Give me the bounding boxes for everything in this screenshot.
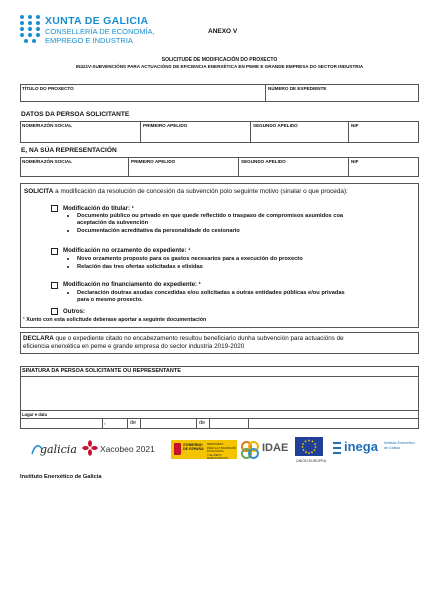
spain-government-logo: GOBIERNO DE ESPAÑA MINISTERIO PARA LA TRANSICIÓN ECOLÓGICA Y EL RETO DEMOGRÁFICO — [171, 440, 237, 459]
list-item: Declaración doutras axudas concedidas e/ou solicitadas a outras entidades públicas e/ou privadas — [77, 290, 345, 296]
applicant-name-label: NOME/RAZÓN SOCIAL — [22, 123, 73, 128]
project-title-field[interactable] — [22, 92, 263, 101]
inega-logo-icon — [332, 440, 342, 456]
representative-surname1-field[interactable] — [129, 165, 237, 176]
list-item: Relación das tres ofertas solicitadas e elixidas — [77, 264, 203, 270]
footer-text: Instituto Enerxético de Galicia — [20, 474, 102, 480]
option-other-label: Outros: — [63, 308, 86, 315]
representative-nif-label: NIF — [351, 159, 359, 164]
date-de-1: de — [130, 420, 137, 426]
option-modify-budget-label: Modificación no orzamento do expediente: ¹ — [63, 247, 191, 254]
signature-area[interactable] — [21, 377, 418, 408]
representative-surname2-label: SEGUNDO APELIDO — [241, 159, 286, 164]
applicant-nif-field[interactable] — [349, 130, 418, 142]
xacobeo-logo-text: Xacobeo 2021 — [100, 444, 155, 454]
annex-label: ANEXO V — [208, 28, 238, 35]
applicant-surname2-field[interactable] — [251, 130, 347, 142]
signature-section-title: SINATURA DA PERSOA SOLICITANTE OU REPRESENTANTE — [22, 368, 181, 374]
inega-logo-text: inega — [344, 439, 378, 454]
year-field[interactable] — [211, 419, 247, 428]
day-field[interactable] — [108, 419, 126, 428]
place-date-label: Lugar e data — [22, 412, 47, 417]
date-comma: , — [104, 420, 106, 426]
representative-surname2-field[interactable] — [239, 165, 347, 176]
galicia-logo-text: galicia — [40, 443, 77, 456]
eu-label: UNIÓN EUROPEA — [296, 459, 327, 463]
list-item: Documentación acreditativa da personalidade do cesionario — [77, 228, 240, 234]
list-item: Novo orzamento proposto para os gastos necesarios para a execución do proxecto — [77, 256, 303, 262]
request-lead: SOLICITA a modificación da resolución de concesión da subvención polo seguinte motivo (sinalar o que proceda): — [24, 188, 348, 195]
list-item: aceptación da subvención — [77, 220, 149, 226]
list-item: Documento público ou privado en que quede reflectido o traspaso de compromisos asumidos coa — [77, 213, 344, 219]
bullet — [67, 292, 69, 294]
representative-surname1-label: PRIMEIRO APELIDO — [131, 159, 176, 164]
month-field[interactable] — [142, 419, 194, 428]
inega-subtitle: Instituto Enerxético de Galicia — [384, 441, 415, 450]
applicant-section-title: DATOS DA PERSOA SOLICITANTE — [21, 111, 130, 118]
bullet — [67, 266, 69, 268]
declaration-text: DECLARA que o expediente citado no encabezamento resultou beneficiario dunha subvención para actuacións de eficiencia enerxética en peme e grande empresa do sector industria 2019-2020 — [23, 335, 344, 350]
checkbox-other[interactable] — [51, 308, 58, 315]
eu-flag-icon — [295, 437, 323, 456]
logo-strip — [0, 432, 439, 472]
bullet — [67, 215, 69, 217]
document-code: IN421V-SUBVENCIÓNS PARA ACTUACIÓNS DE EFICIENCIA ENERXÉTICA EN PEME E GRANDE EMPRESA DO SECTOR INDUSTRIA — [75, 64, 364, 69]
project-title-label: TÍTULO DO PROXECTO — [22, 86, 74, 91]
applicant-nif-label: NIF — [351, 123, 359, 128]
representative-section-title: E, NA SÚA REPRESENTACIÓN — [21, 147, 117, 154]
xacobeo-logo-icon — [82, 440, 98, 456]
option-modify-financing-label: Modificación no financiamento do expediente: ¹ — [63, 281, 201, 288]
representative-name-field[interactable] — [21, 165, 127, 176]
xunta-logo-icon — [20, 15, 40, 43]
applicant-surname1-field[interactable] — [141, 130, 249, 142]
org-department: CONSELLERÍA DE ECONOMÍA, EMPREGO E INDUSTRIA — [45, 27, 155, 45]
representative-nif-field[interactable] — [349, 165, 418, 176]
bullet — [67, 230, 69, 232]
project-number-field[interactable] — [268, 92, 417, 101]
representative-name-label: NOME/RAZÓN SOCIAL — [22, 159, 73, 164]
checkbox-modify-financing[interactable] — [51, 282, 58, 289]
idae-logo-icon — [240, 440, 260, 460]
idae-logo-text: IDAE — [262, 442, 289, 454]
spain-shield-icon — [174, 443, 181, 455]
applicant-surname2-label: SEGUNDO APELIDO — [253, 123, 298, 128]
date-de-2: de — [199, 420, 206, 426]
footnote: ¹ Xunto con esta solicitude deberase aportar a seguinte documentación — [23, 317, 207, 323]
list-item: para o mesmo proxecto. — [77, 297, 143, 303]
option-modify-holder-label: Modificación do titular: ¹ — [63, 205, 134, 212]
document-title: SOLICITUDE DE MODIFICACIÓN DO PROXECTO — [161, 57, 278, 63]
checkbox-modify-budget[interactable] — [51, 248, 58, 255]
checkbox-modify-holder[interactable] — [51, 205, 58, 212]
place-field[interactable] — [21, 419, 101, 428]
org-name: XUNTA DE GALICIA — [45, 15, 149, 27]
project-number-label: NÚMERO DE EXPEDIENTE — [268, 86, 327, 91]
applicant-surname1-label: PRIMEIRO APELIDO — [143, 123, 188, 128]
applicant-name-field[interactable] — [21, 130, 139, 142]
bullet — [67, 258, 69, 260]
